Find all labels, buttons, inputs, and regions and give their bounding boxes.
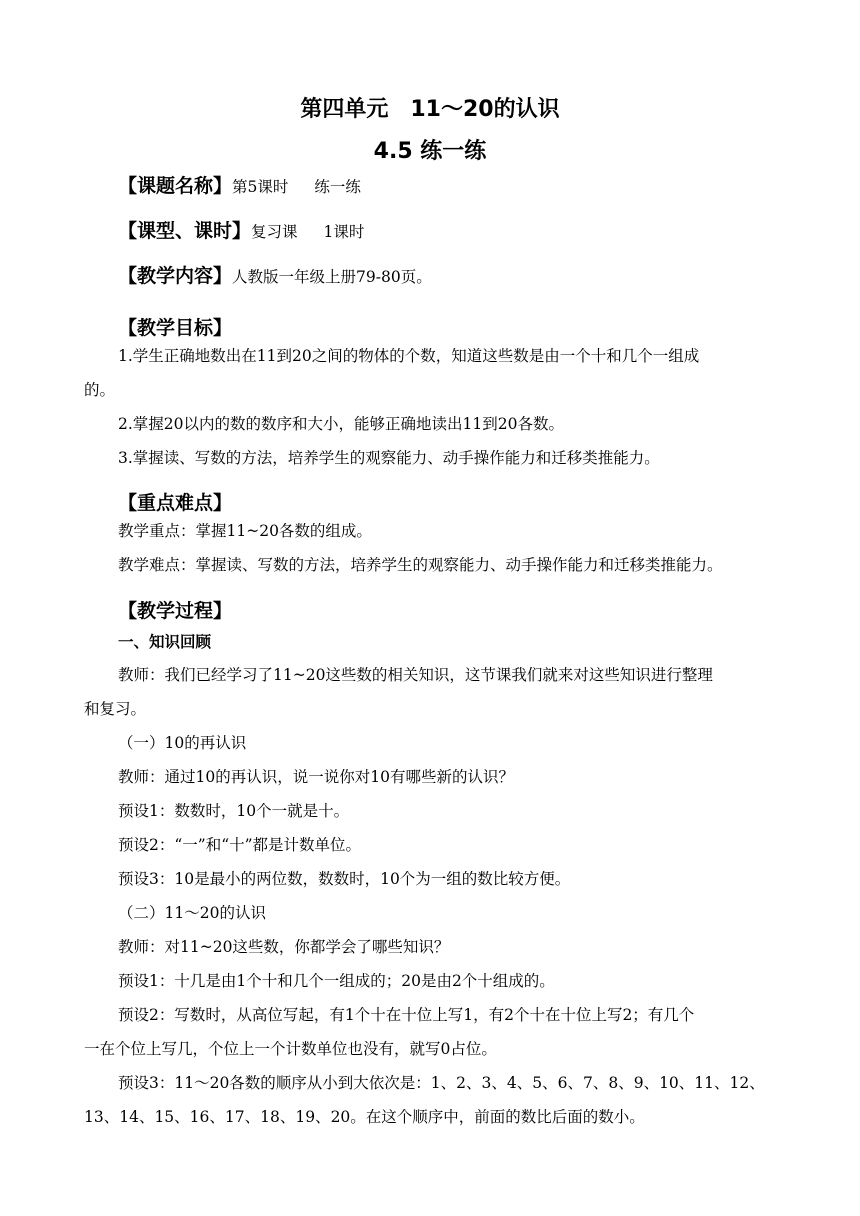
type-value-b: 1课时 [323,223,365,241]
goal-item-continued: 的。 [84,381,116,399]
subsection-heading: （二）11～20的认识 [118,904,266,922]
section-heading: 一、知识回顾 [118,633,212,651]
content-row [118,266,432,287]
process-line: 和复习。 [84,700,147,718]
process-line: 教师：我们已经学习了11~20这些数的相关知识，这节课我们就来对这些知识进行整理 [118,666,713,684]
difficulty-line: 教学难点：掌握读、写数的方法，培养学生的观察能力、动手操作能力和迁移类推能力。 [118,556,723,574]
process-line: 预设1：数数时，10个一就是十。 [118,802,350,820]
process-line: 预设1：十几是由1个十和几个一组成的；20是由2个十组成的。 [118,972,555,990]
process-line: 预设2：“一”和“十”都是计数单位。 [118,836,362,854]
subsection-heading: （一）10的再认识 [118,734,247,752]
process-line: 一在个位上写几，个位上一个计数单位也没有，就写0占位。 [84,1040,497,1058]
process-line: 预设3：11～20各数的顺序从小到大依次是：1、2、3、4、5、6、7、8、9、10、11、12、 [118,1074,765,1092]
focus-line: 教学重点：掌握11~20各数的组成。 [118,522,372,540]
topic-value-b: 练一练 [314,178,361,196]
unit-title: 第四单元 11～20的认识 [300,97,560,122]
topic-row [118,176,361,197]
goal-item: 3.掌握读、写数的方法，培养学生的观察能力、动手操作能力和迁移类推能力。 [118,449,660,467]
goal-item: 2.掌握20以内的数的数序和大小，能够正确地读出11到20各数。 [118,415,564,433]
goals-heading: 【教学目标】 [118,317,233,339]
lesson-title: 4.5 练一练 [373,139,487,164]
process-line: 13、14、15、16、17、18、19、20。在这个顺序中，前面的数比后面的数小。 [84,1108,645,1126]
topic-value-a: 第5课时 [232,178,289,196]
topic-label: 【课题名称】 [118,175,233,197]
goal-item: 1.学生正确地数出在11到20之间的物体的个数，知道这些数是由一个十和几个一组成 [118,347,700,365]
type-value-a: 复习课 [251,223,298,241]
content-value: 人教版一年级上册79-80页。 [232,268,432,286]
content-label: 【教学内容】 [118,265,233,287]
process-line: 预设3：10是最小的两位数，数数时，10个为一组的数比较方便。 [118,870,571,888]
type-row [118,221,364,242]
process-line: 教师：对11~20这些数，你都学会了哪些知识？ [118,938,450,956]
process-line: 教师：通过10的再认识，说一说你对10有哪些新的认识？ [118,768,514,786]
keypoints-heading: 【重点难点】 [118,492,233,514]
type-label: 【课型、课时】 [118,220,252,242]
process-heading: 【教学过程】 [118,600,233,622]
process-line: 预设2：写数时，从高位写起，有1个十在十位上写1，有2个十在十位上写2；有几个 [118,1006,695,1024]
